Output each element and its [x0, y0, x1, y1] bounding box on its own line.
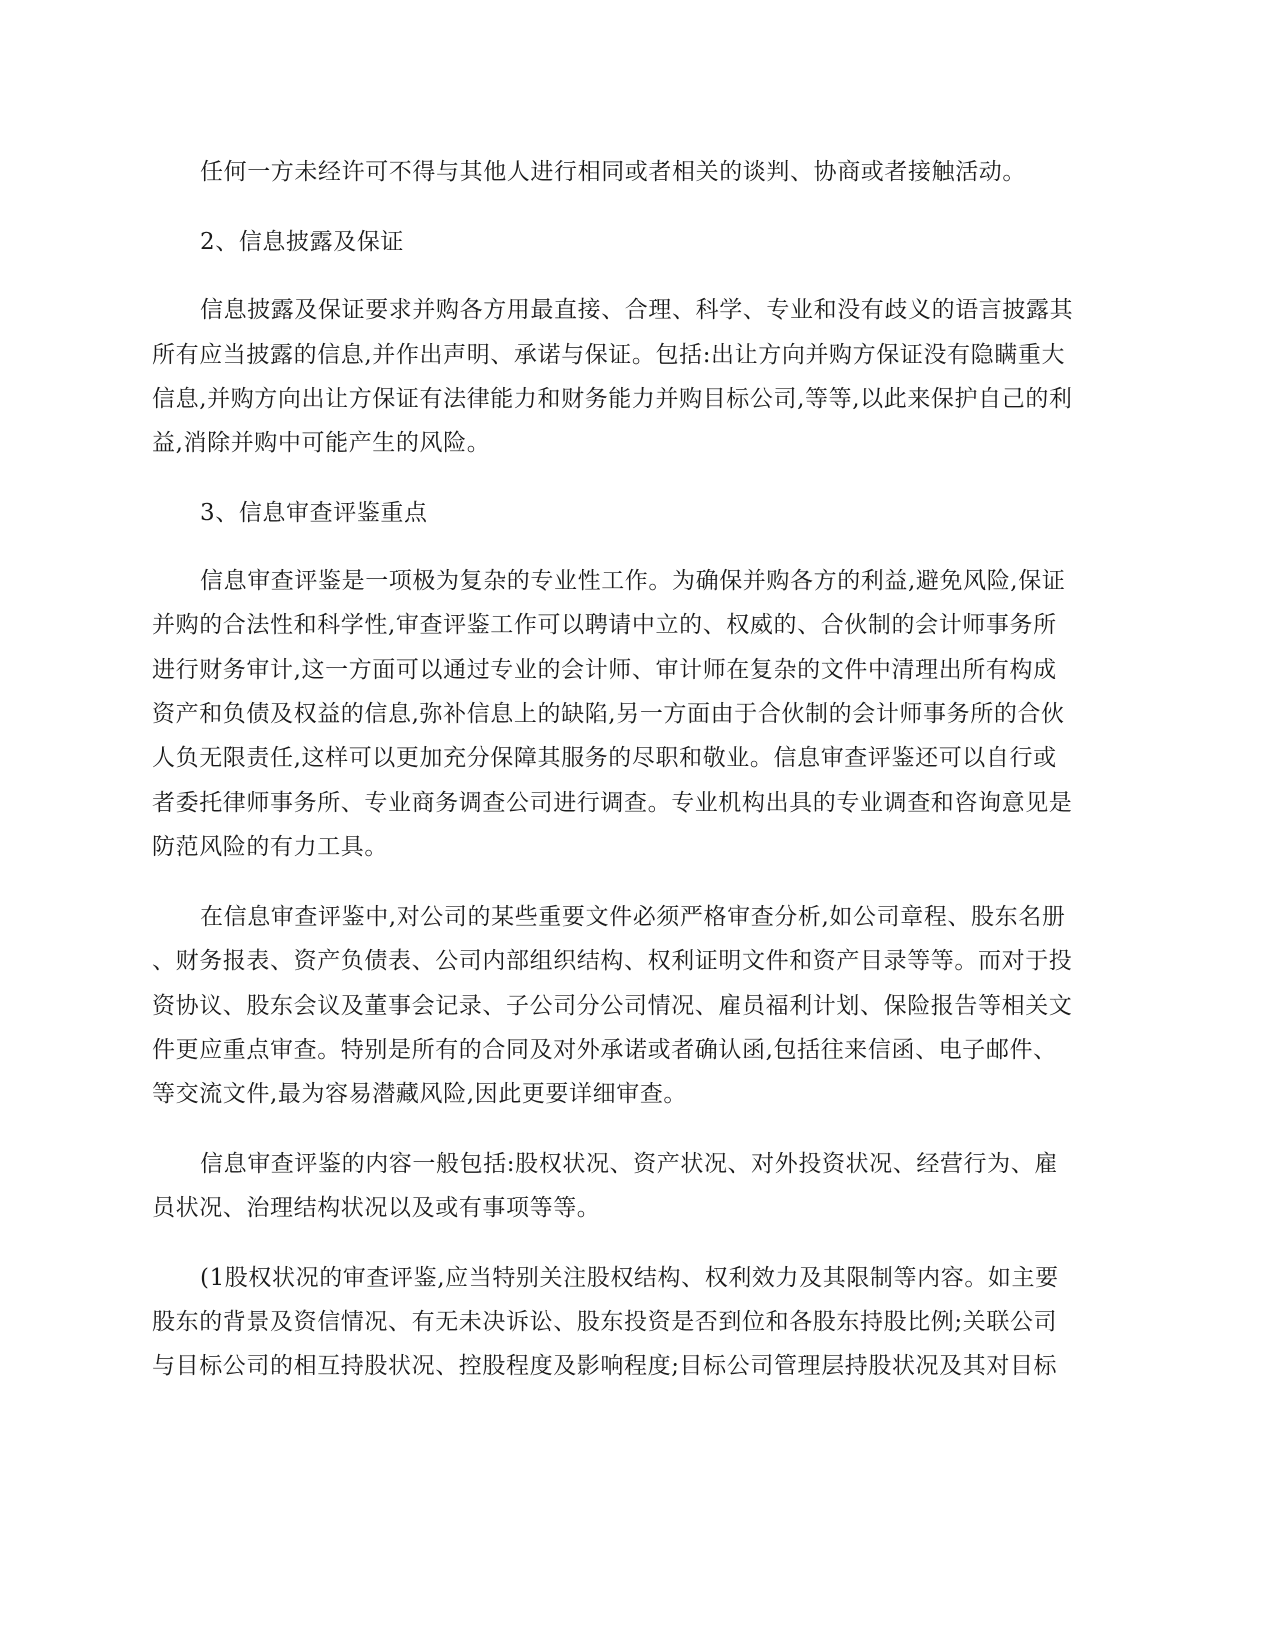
paragraph-line: 在信息审查评鉴中,对公司的某些重要文件必须严格审查分析,如公司章程、股东名册 [200, 904, 1066, 930]
paragraph-line: 与目标公司的相互持股状况、控股程度及影响程度;目标公司管理层持股状况及其对目标 [152, 1353, 1058, 1379]
paragraph-line: 信息审查评鉴的内容一般包括:股权状况、资产状况、对外投资状况、经营行为、雇 [200, 1151, 1058, 1177]
paragraph-line: 、财务报表、资产负债表、公司内部组织结构、权利证明文件和资产目录等等。而对于投 [152, 948, 1073, 974]
paragraph-line: 者委托律师事务所、专业商务调查公司进行调查。专业机构出具的专业调查和咨询意见是 [152, 790, 1073, 816]
paragraph-line: 并购的合法性和科学性,审查评鉴工作可以聘请中立的、权威的、合伙制的会计师事务所 [152, 612, 1057, 638]
paragraph-line: (1股权状况的审查评鉴,应当特别关注股权结构、权利效力及其限制等内容。如主要 [200, 1265, 1059, 1291]
section-heading: 2、信息披露及保证 [200, 229, 405, 255]
paragraph-line: 防范风险的有力工具。 [152, 834, 388, 860]
section-heading: 3、信息审查评鉴重点 [200, 500, 428, 526]
paragraph-line: 信息披露及保证要求并购各方用最直接、合理、科学、专业和没有歧义的语言披露其 [200, 297, 1074, 323]
paragraph-line: 件更应重点审查。特别是所有的合同及对外承诺或者确认函,包括往来信函、电子邮件、 [152, 1037, 1057, 1063]
paragraph-line: 益,消除并购中可能产生的风险。 [152, 430, 491, 456]
paragraph-line: 进行财务审计,这一方面可以通过专业的会计师、审计师在复杂的文件中清理出所有构成 [152, 657, 1057, 683]
paragraph-line: 资产和负债及权益的信息,弥补信息上的缺陷,另一方面由于合伙制的会计师事务所的合伙 [152, 701, 1065, 727]
paragraph-line: 股东的背景及资信情况、有无未决诉讼、股东投资是否到位和各股东持股比例;关联公司 [152, 1309, 1058, 1335]
paragraph-line: 所有应当披露的信息,并作出声明、承诺与保证。包括:出让方向并购方保证没有隐瞒重大 [152, 342, 1066, 368]
paragraph-line: 信息审查评鉴是一项极为复杂的专业性工作。为确保并购各方的利益,避免风险,保证 [200, 568, 1066, 594]
paragraph-line: 员状况、治理结构状况以及或有事项等等。 [152, 1195, 601, 1221]
paragraph-line: 人负无限责任,这样可以更加充分保障其服务的尽职和敬业。信息审查评鉴还可以自行或 [152, 745, 1057, 771]
paragraph-line: 等交流文件,最为容易潜藏风险,因此更要详细审查。 [152, 1081, 688, 1107]
paragraph-line: 资协议、股东会议及董事会记录、子公司分公司情况、雇员福利计划、保险报告等相关文 [152, 993, 1073, 1019]
paragraph-line: 信息,并购方向出让方保证有法律能力和财务能力并购目标公司,等等,以此来保护自己的利 [152, 386, 1073, 412]
paragraph-line: 任何一方未经许可不得与其他人进行相同或者相关的谈判、协商或者接触活动。 [200, 159, 1026, 185]
